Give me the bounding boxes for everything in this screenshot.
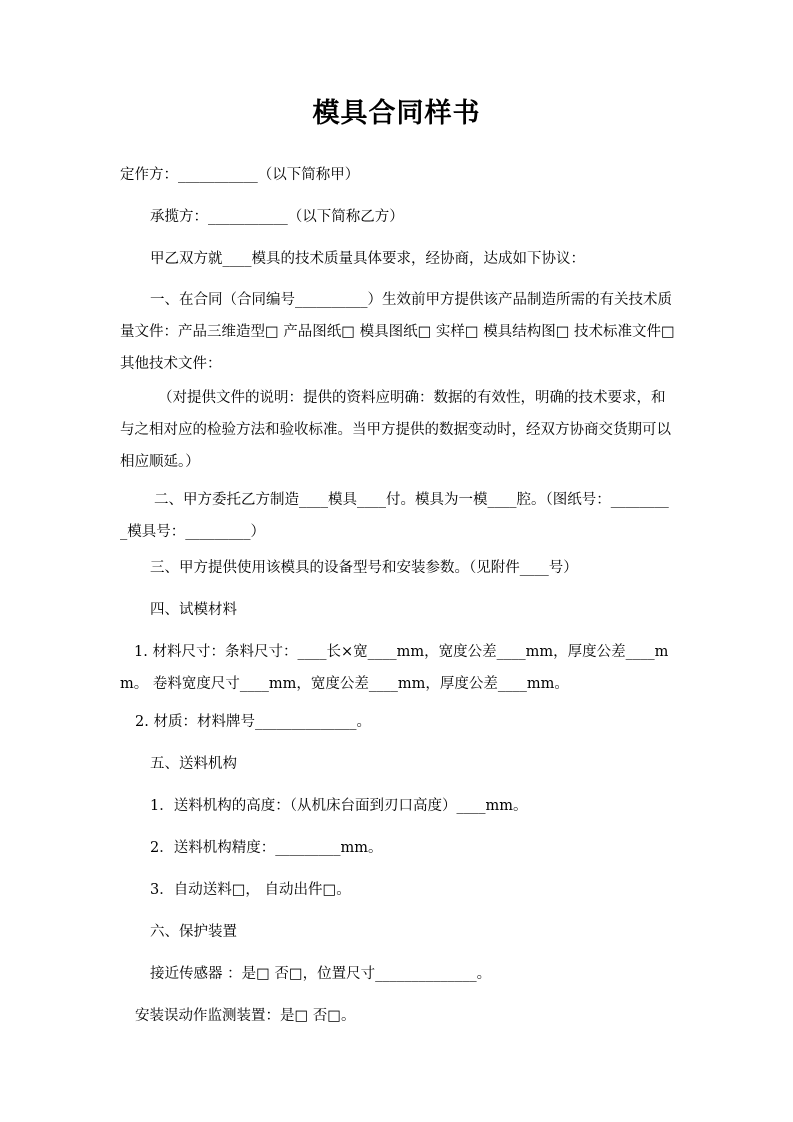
clause-1: 一、在合同（合同编号__________）生效前甲方提供该产品制造所需的有关技术质量文件：产品三维造型□ 产品图纸□ 模具图纸□ 实样□ 模具结构图□ 技术标准文件□ 其他技术文件： <box>120 292 675 372</box>
party-a-line: 定作方：___________（以下简称甲） <box>120 167 360 183</box>
item-4-1: 1. 材料尺寸：条料尺寸：____长×宽____mm，宽度公差____mm，厚度公差____mm。 卷料宽度尺寸____mm，宽度公差____mm，厚度公差____mm。 <box>120 644 669 692</box>
item-5-1: 1．送料机构的高度：（从机床台面到刃口高度）____mm。 <box>150 798 528 814</box>
section-4-heading: 四、试模材料 <box>150 602 237 618</box>
section-5-heading: 五、送料机构 <box>150 756 237 772</box>
clause-2: 二、甲方委托乙方制造____模具____付。模具为一模____腔。（图纸号：_________模具号：_________） <box>120 492 669 540</box>
party-b-line: 承揽方：___________（以下简称乙方） <box>150 209 404 225</box>
item-5-3: 3．自动送料□， 自动出件□。 <box>150 882 351 898</box>
clause-1-note: （对提供文件的说明：提供的资料应明确：数据的有效性，明确的技术要求，和与之相对应的检验方法和验收标准。当甲方提供的数据变动时，经双方协商交货期可以相应顺延。） <box>120 390 671 470</box>
item-6-2: 安装误动作监测装置：是□ 否□。 <box>135 1008 356 1024</box>
intro-line: 甲乙双方就____模具的技术质量具体要求，经协商，达成如下协议： <box>150 251 585 267</box>
document-title: 模具合同样书 <box>312 98 481 129</box>
clause-3: 三、甲方提供使用该模具的设备型号和安装参数。（见附件____号） <box>150 560 578 576</box>
section-6-heading: 六、保护装置 <box>150 924 237 940</box>
item-6-1: 接近传感器 ：是□ 否□，位置尺寸______________。 <box>150 966 492 982</box>
item-4-2: 2. 材质：材料牌号______________。 <box>135 714 371 730</box>
item-5-2: 2．送料机构精度：_________mm。 <box>150 840 383 856</box>
